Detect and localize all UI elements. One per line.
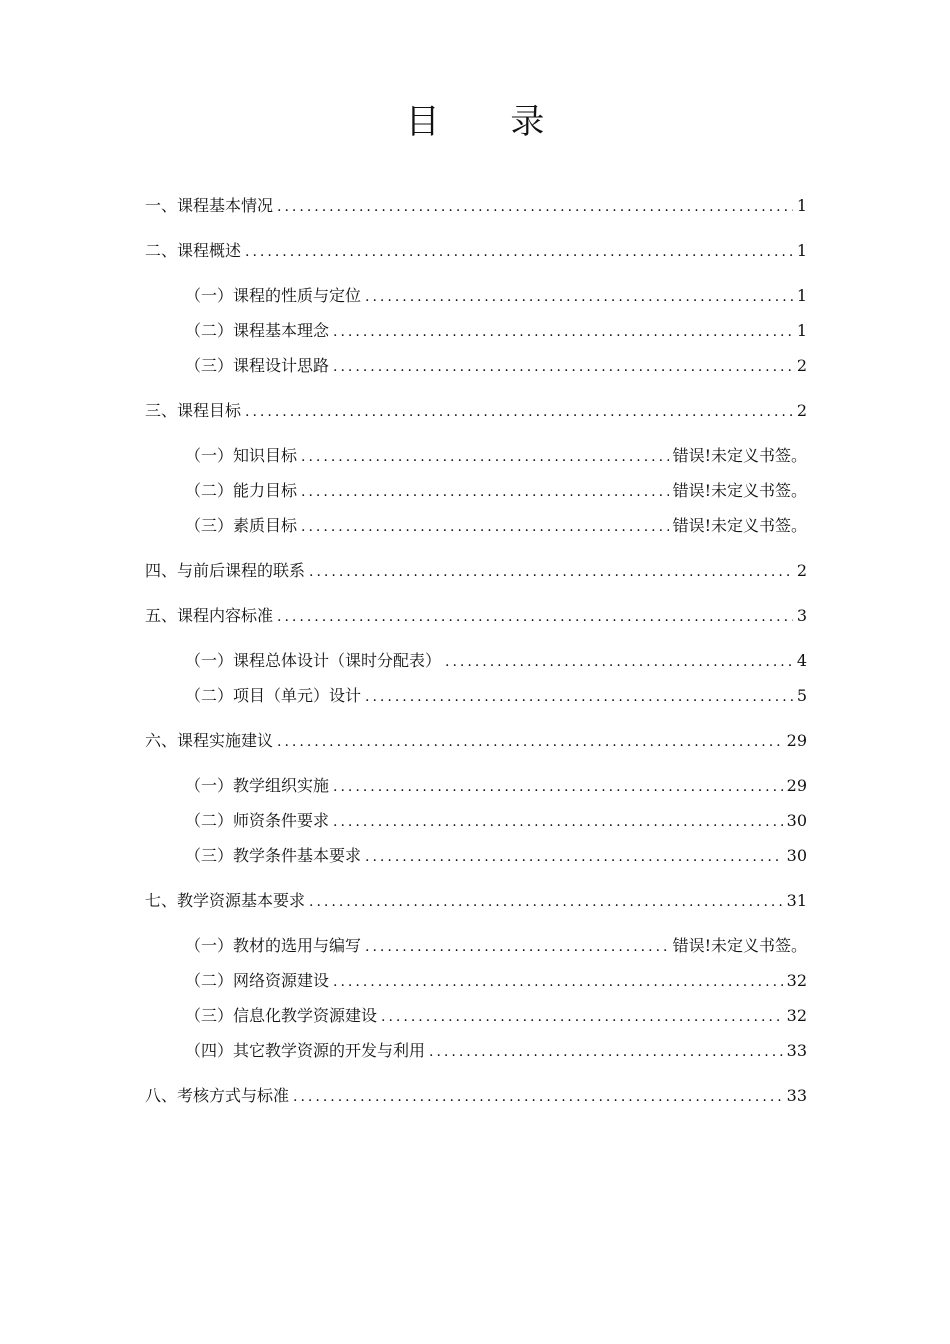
toc-entry-page: 4 xyxy=(796,651,807,670)
toc-entry-page: 2 xyxy=(796,561,807,580)
dot-leader xyxy=(277,607,793,627)
toc-entry-page: 1 xyxy=(796,196,807,215)
dot-leader xyxy=(429,1042,783,1062)
toc-entry-page: 1 xyxy=(796,241,807,260)
dot-leader xyxy=(301,482,669,502)
toc-entry[interactable] xyxy=(145,560,807,582)
dot-leader xyxy=(293,1087,783,1107)
toc-entry-page: 5 xyxy=(796,686,807,705)
toc-subentry[interactable] xyxy=(145,355,807,377)
dot-leader xyxy=(309,892,783,912)
dot-leader xyxy=(333,812,783,832)
toc-subentry[interactable] xyxy=(145,445,807,467)
toc-entry-page: 3 xyxy=(796,606,807,625)
dot-leader xyxy=(245,402,793,422)
toc-subentry[interactable] xyxy=(145,810,807,832)
toc-entry[interactable] xyxy=(145,195,807,217)
toc-entry-label: 六、课程实施建议 xyxy=(145,731,274,750)
dot-leader xyxy=(277,732,783,752)
toc-subentry[interactable] xyxy=(145,515,807,537)
toc-entry-page: 33 xyxy=(786,1086,807,1105)
dot-leader xyxy=(301,447,669,467)
dot-leader xyxy=(381,1007,783,1027)
toc-entry-page: 错误!未定义书签。 xyxy=(672,446,807,465)
toc-entry-page: 32 xyxy=(786,1006,807,1025)
toc-subentry[interactable] xyxy=(145,685,807,707)
toc-entry-page: 29 xyxy=(786,776,807,795)
toc-entry-page: 2 xyxy=(796,401,807,420)
toc-entry-label: （三）课程设计思路 xyxy=(185,356,330,375)
toc-subentry[interactable] xyxy=(145,970,807,992)
toc-entry-page: 1 xyxy=(796,286,807,305)
toc-entry[interactable] xyxy=(145,240,807,262)
dot-leader xyxy=(309,562,793,582)
dot-leader xyxy=(245,242,793,262)
toc-entry-label: （二）课程基本理念 xyxy=(185,321,330,340)
toc-entry-label: 八、考核方式与标准 xyxy=(145,1086,290,1105)
toc-entry-label: 五、课程内容标准 xyxy=(145,606,274,625)
table-of-contents xyxy=(145,195,807,1107)
toc-entry-label: （一）课程的性质与定位 xyxy=(185,286,362,305)
toc-subentry[interactable] xyxy=(145,320,807,342)
toc-entry-label: （一）教材的选用与编写 xyxy=(185,936,362,955)
toc-entry-page: 32 xyxy=(786,971,807,990)
toc-entry-label: （一）课程总体设计（课时分配表） xyxy=(185,651,442,670)
toc-entry[interactable] xyxy=(145,1085,807,1107)
toc-subentry[interactable] xyxy=(145,285,807,307)
toc-subentry[interactable] xyxy=(145,480,807,502)
dot-leader xyxy=(333,777,783,797)
toc-subentry[interactable] xyxy=(145,650,807,672)
toc-entry-label: 二、课程概述 xyxy=(145,241,242,260)
dot-leader xyxy=(445,652,793,672)
toc-entry-label: （二）项目（单元）设计 xyxy=(185,686,362,705)
dot-leader xyxy=(365,847,783,867)
toc-entry-label: （一）教学组织实施 xyxy=(185,776,330,795)
toc-entry-label: （四）其它教学资源的开发与利用 xyxy=(185,1041,426,1060)
toc-entry-label: （三）素质目标 xyxy=(185,516,298,535)
toc-entry-label: （二）网络资源建设 xyxy=(185,971,330,990)
toc-subentry[interactable] xyxy=(145,775,807,797)
dot-leader xyxy=(277,197,793,217)
toc-entry-label: 三、课程目标 xyxy=(145,401,242,420)
dot-leader xyxy=(333,972,783,992)
toc-entry-page: 31 xyxy=(786,891,807,910)
toc-subentry[interactable] xyxy=(145,935,807,957)
dot-leader xyxy=(333,322,793,342)
page-title: 目 录 xyxy=(405,102,575,142)
dot-leader xyxy=(301,517,669,537)
toc-entry-page: 30 xyxy=(786,846,807,865)
toc-entry-page: 错误!未定义书签。 xyxy=(672,936,807,955)
dot-leader xyxy=(365,287,793,307)
toc-entry[interactable] xyxy=(145,400,807,422)
toc-entry-page: 29 xyxy=(786,731,807,750)
toc-entry-label: （一）知识目标 xyxy=(185,446,298,465)
toc-entry-label: 四、与前后课程的联系 xyxy=(145,561,306,580)
toc-entry-label: （二）能力目标 xyxy=(185,481,298,500)
toc-subentry[interactable] xyxy=(145,1005,807,1027)
toc-entry-label: 七、教学资源基本要求 xyxy=(145,891,306,910)
toc-entry-label: 一、课程基本情况 xyxy=(145,196,274,215)
toc-subentry[interactable] xyxy=(145,1040,807,1062)
toc-entry[interactable] xyxy=(145,730,807,752)
toc-entry-page: 错误!未定义书签。 xyxy=(672,516,807,535)
toc-entry-label: （二）师资条件要求 xyxy=(185,811,330,830)
dot-leader xyxy=(365,687,793,707)
toc-entry[interactable] xyxy=(145,605,807,627)
toc-entry-label: （三）信息化教学资源建设 xyxy=(185,1006,378,1025)
dot-leader xyxy=(333,357,793,377)
dot-leader xyxy=(365,937,669,957)
toc-entry-page: 30 xyxy=(786,811,807,830)
toc-entry-label: （三）教学条件基本要求 xyxy=(185,846,362,865)
toc-entry[interactable] xyxy=(145,890,807,912)
toc-entry-page: 1 xyxy=(796,321,807,340)
toc-entry-page: 2 xyxy=(796,356,807,375)
toc-entry-page: 错误!未定义书签。 xyxy=(672,481,807,500)
toc-subentry[interactable] xyxy=(145,845,807,867)
toc-entry-page: 33 xyxy=(786,1041,807,1060)
